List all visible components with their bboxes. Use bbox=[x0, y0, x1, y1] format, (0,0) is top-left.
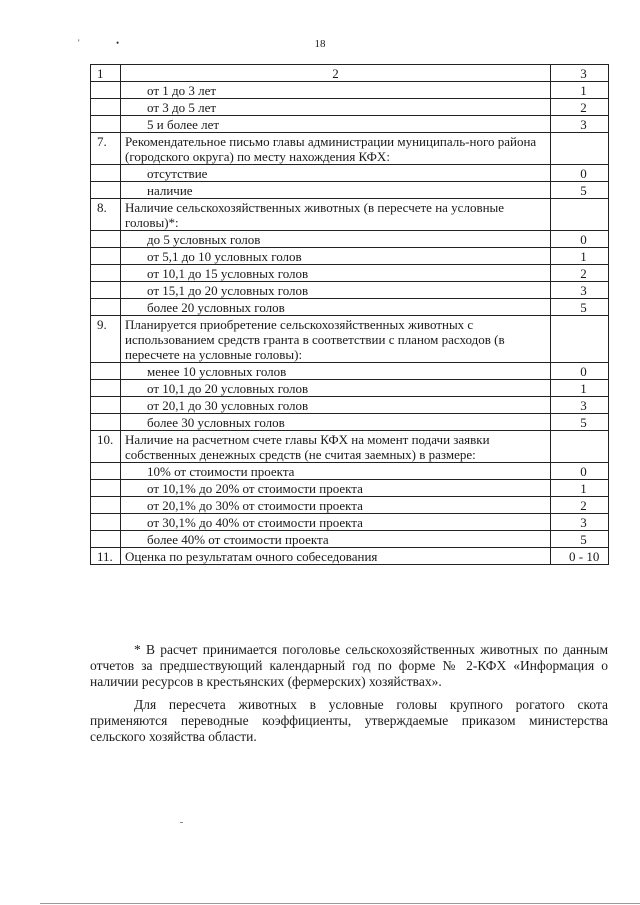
row-number bbox=[91, 248, 121, 265]
row-number: 8. bbox=[91, 199, 121, 231]
row-criterion: от 3 до 5 лет bbox=[121, 99, 551, 116]
row-criterion: от 15,1 до 20 условных голов bbox=[121, 282, 551, 299]
row-number: 11. bbox=[91, 548, 121, 565]
table-row bbox=[91, 531, 609, 548]
table-row bbox=[91, 380, 609, 397]
table-row bbox=[91, 497, 609, 514]
row-number bbox=[91, 116, 121, 133]
row-number bbox=[91, 514, 121, 531]
row-score: 0 bbox=[551, 231, 609, 248]
table-row bbox=[91, 282, 609, 299]
row-criterion: наличие bbox=[121, 182, 551, 199]
criteria-table-body bbox=[91, 65, 609, 565]
table-header-row bbox=[91, 65, 609, 82]
table-row bbox=[91, 514, 609, 531]
table-row bbox=[91, 231, 609, 248]
row-number bbox=[91, 282, 121, 299]
footnote-livestock-calculation: * В расчет принимается поголовье сельскохозяйственных животных по данным отчетов за предшествующий календарный год по форме № 2-КФХ «Информация о наличии ресурсов в крестьянских (фермерских) хозяйствах». bbox=[90, 641, 608, 689]
row-criterion: Рекомендательное письмо главы администрации муниципаль-ного района (городского округа) по месту нахождения КФХ: bbox=[121, 133, 551, 165]
row-score: 5 bbox=[551, 414, 609, 431]
row-number bbox=[91, 299, 121, 316]
row-criterion: от 30,1% до 40% от стоимости проекта bbox=[121, 514, 551, 531]
scan-mark-right: • bbox=[116, 38, 120, 48]
row-score: 3 bbox=[551, 514, 609, 531]
row-number bbox=[91, 99, 121, 116]
row-number: 10. bbox=[91, 431, 121, 463]
row-criterion: Наличие на расчетном счете главы КФХ на момент подачи заявки собственных денежных средств (не считая заемных) в размере: bbox=[121, 431, 551, 463]
page-number: 18 bbox=[314, 38, 326, 50]
row-number bbox=[91, 380, 121, 397]
row-number bbox=[91, 182, 121, 199]
row-criterion: Оценка по результатам очного собеседования bbox=[121, 548, 551, 565]
row-criterion: 5 и более лет bbox=[121, 116, 551, 133]
row-score bbox=[551, 133, 609, 165]
row-number: 9. bbox=[91, 316, 121, 363]
row-score: 0 bbox=[551, 463, 609, 480]
row-number bbox=[91, 414, 121, 431]
table-row bbox=[91, 116, 609, 133]
row-score: 0 bbox=[551, 363, 609, 380]
header-col-criterion: 2 bbox=[121, 65, 551, 82]
row-criterion: более 40% от стоимости проекта bbox=[121, 531, 551, 548]
row-score: 1 bbox=[551, 380, 609, 397]
row-criterion: более 30 условных голов bbox=[121, 414, 551, 431]
row-number bbox=[91, 531, 121, 548]
table-row bbox=[91, 248, 609, 265]
row-number bbox=[91, 463, 121, 480]
table-row bbox=[91, 265, 609, 282]
table-row bbox=[91, 463, 609, 480]
row-score: 1 bbox=[551, 248, 609, 265]
header-col-score: 3 bbox=[551, 65, 609, 82]
row-score: 3 bbox=[551, 397, 609, 414]
table-row bbox=[91, 480, 609, 497]
row-score: 5 bbox=[551, 531, 609, 548]
table-row bbox=[91, 414, 609, 431]
table-row bbox=[91, 397, 609, 414]
row-score: 1 bbox=[551, 82, 609, 99]
row-score: 2 bbox=[551, 497, 609, 514]
row-criterion: Наличие сельскохозяйственных животных (в пересчете на условные головы)*: bbox=[121, 199, 551, 231]
table-row bbox=[91, 363, 609, 380]
row-criterion: 10% от стоимости проекта bbox=[121, 463, 551, 480]
row-score: 0 - 10 bbox=[551, 548, 609, 565]
row-criterion: от 20,1 до 30 условных голов bbox=[121, 397, 551, 414]
row-criterion: от 10,1 до 20 условных голов bbox=[121, 380, 551, 397]
row-score: 2 bbox=[551, 99, 609, 116]
row-score: 2 bbox=[551, 265, 609, 282]
footnote-conversion-coefficients: Для пересчета животных в условные головы крупного рогатого скота применяются переводные коэффициенты, утверждаемые приказом министерства сельского хозяйства области. bbox=[90, 696, 608, 744]
row-number bbox=[91, 265, 121, 282]
row-criterion: от 5,1 до 10 условных голов bbox=[121, 248, 551, 265]
row-score: 5 bbox=[551, 182, 609, 199]
row-criterion: Планируется приобретение сельскохозяйственных животных с использованием средств гранта в соответствии с планом расходов (в пересчете на условные головы): bbox=[121, 316, 551, 363]
row-criterion: менее 10 условных голов bbox=[121, 363, 551, 380]
row-criterion: от 20,1% до 30% от стоимости проекта bbox=[121, 497, 551, 514]
table-row bbox=[91, 548, 609, 565]
page-bottom-edge bbox=[40, 903, 640, 904]
row-score: 0 bbox=[551, 165, 609, 182]
row-number bbox=[91, 231, 121, 248]
table-row bbox=[91, 133, 609, 165]
header-col-number: 1 bbox=[91, 65, 121, 82]
table-row bbox=[91, 82, 609, 99]
row-number bbox=[91, 397, 121, 414]
row-criterion: отсутствие bbox=[121, 165, 551, 182]
table-row bbox=[91, 199, 609, 231]
row-number bbox=[91, 165, 121, 182]
criteria-table-grid bbox=[90, 64, 609, 565]
row-score: 3 bbox=[551, 282, 609, 299]
row-score: 3 bbox=[551, 116, 609, 133]
criteria-table bbox=[90, 64, 608, 565]
row-score bbox=[551, 316, 609, 363]
scan-mark-left: ' bbox=[78, 38, 80, 48]
row-score bbox=[551, 199, 609, 231]
table-row bbox=[91, 99, 609, 116]
row-criterion: более 20 условных голов bbox=[121, 299, 551, 316]
table-row bbox=[91, 182, 609, 199]
row-number bbox=[91, 480, 121, 497]
row-number bbox=[91, 363, 121, 380]
table-row bbox=[91, 431, 609, 463]
table-row bbox=[91, 316, 609, 363]
table-row bbox=[91, 165, 609, 182]
row-criterion: от 1 до 3 лет bbox=[121, 82, 551, 99]
row-score: 1 bbox=[551, 480, 609, 497]
table-row bbox=[91, 299, 609, 316]
row-criterion: от 10,1% до 20% от стоимости проекта bbox=[121, 480, 551, 497]
row-number: 7. bbox=[91, 133, 121, 165]
row-score bbox=[551, 431, 609, 463]
row-number bbox=[91, 497, 121, 514]
row-criterion: до 5 условных голов bbox=[121, 231, 551, 248]
row-number bbox=[91, 82, 121, 99]
row-criterion: от 10,1 до 15 условных голов bbox=[121, 265, 551, 282]
row-score: 5 bbox=[551, 299, 609, 316]
scan-artifact bbox=[180, 822, 183, 823]
